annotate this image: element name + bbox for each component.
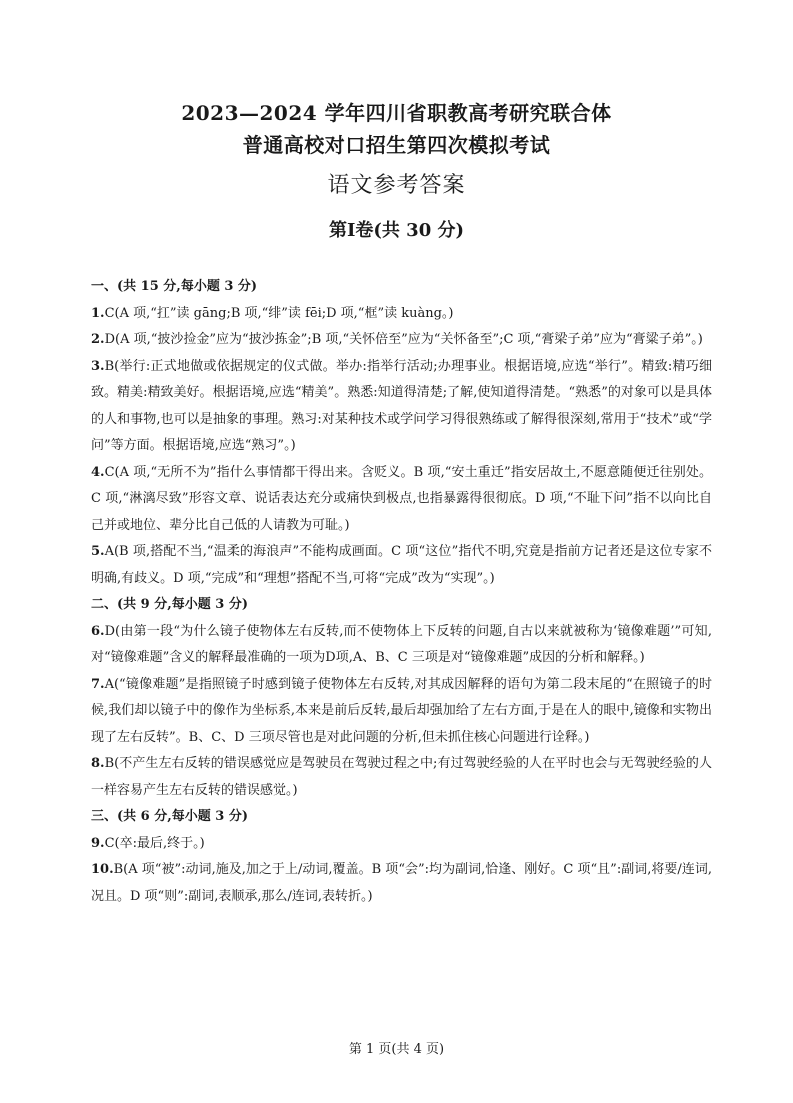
answer-item-5 bbox=[91, 539, 712, 592]
answer-item-9 bbox=[91, 831, 712, 858]
item-number: 2. bbox=[91, 332, 105, 347]
item-text: C(A 项,“扛”读 gāng;B 项,“绯”读 fēi;D 项,“框”读 kuàng。) bbox=[104, 305, 454, 321]
item-number: 10. bbox=[91, 862, 114, 877]
answer-item-2 bbox=[91, 327, 712, 354]
answer-item-1 bbox=[91, 301, 712, 328]
item-text: A(B 项,搭配不当,“温柔的海浪声”不能构成画面。C 项“这位”指代不明,究竟是指前方记者还是这位专家不明确,有歧义。D 项,“完成”和“理想”搭配不当,可将“完成”改为“实现”。) bbox=[91, 544, 712, 586]
answer-item-10 bbox=[91, 857, 712, 910]
item-number: 4. bbox=[91, 464, 105, 480]
item-number: 7. bbox=[91, 676, 105, 692]
item-text: B(不产生左右反转的错误感觉应是驾驶员在驾驶过程之中;有过驾驶经验的人在平时也会与无驾驶经验的人一样容易产生左右反转的错误感觉。) bbox=[91, 756, 712, 798]
item-text: C(A 项,“无所不为”指什么事情都干得出来。含贬义。B 项,“安土重迁”指安居故土,不愿意随便迁往别处。C 项,“淋漓尽致”形容文章、说话表达充分或痛快到极点,也指暴露得很彻底。D 项,“不耻下问”指不以向比自己并或地位、辈分比自己低的人请教为可耻。) bbox=[91, 464, 712, 533]
item-text: D(由第一段“为什么镜子使物体左右反转,而不使物体上下反转的问题,自古以来就被称为‘镜像难题’”可知,对“镜像难题”含义的解释最准确的一项为D项,A、B、C 三项是对“镜像难题”成因的分析和解释。) bbox=[91, 623, 712, 665]
exam-title-line2: 普通高校对口招生第四次模拟考试 bbox=[242, 133, 551, 157]
section-heading-1: 一、(共 15 分,每小题 3 分) bbox=[91, 279, 258, 294]
item-text: D(A 项,“披沙捡金”应为“披沙拣金”;B 项,“关怀倍至”应为“关怀备至”;C 项,“膏梁子弟”应为“膏粱子弟”。) bbox=[104, 332, 703, 347]
item-number: 9. bbox=[91, 835, 105, 851]
section-heading-2: 二、(共 9 分,每小题 3 分) bbox=[91, 597, 249, 612]
item-number: 6. bbox=[91, 623, 105, 639]
subject-title: 语文参考答案 bbox=[327, 173, 466, 198]
section-heading-3: 三、(共 6 分,每小题 3 分) bbox=[91, 809, 249, 824]
item-text: B(举行:正式地做或依据规定的仪式做。举办:指举行活动;办理事业。根据语境,应选“举行”。精致:精巧细致。精美:精致美好。根据语境,应选“精美”。熟悉:知道得清楚;了解,使知道得清楚。“熟悉”的对象可以是具体的人和事物,也可以是抽象的事理。熟习:对某种技术或学问学习得很熟练或了解得很深刻,常用于“技术”或“学问”等方面。根据语境,应选“熟习”。) bbox=[91, 358, 712, 453]
answer-item-6 bbox=[91, 619, 712, 672]
answer-item-7 bbox=[91, 672, 712, 752]
answer-item-8 bbox=[91, 751, 712, 804]
answer-item-3 bbox=[91, 354, 712, 460]
item-text: C(卒:最后,终于。) bbox=[104, 835, 205, 851]
answer-item-4 bbox=[91, 460, 712, 540]
item-number: 5. bbox=[91, 544, 105, 559]
answer-content bbox=[91, 274, 712, 910]
document-header bbox=[0, 97, 793, 245]
item-number: 1. bbox=[91, 305, 105, 321]
item-text: A(“镜像难题”是指照镜子时感到镜子使物体左右反转,对其成因解释的语句为第二段末尾的“在照镜子的时候,我们却以镜子中的像作为坐标系,本来是前后反转,最后却强加给了左右方面,于是在人的眼中,镜像和实物出现了左右反转”。B、C、D 三项尽管也是对此问题的分析,但未抓住核心问题进行诠释。) bbox=[91, 676, 712, 745]
part-title: 第Ⅰ卷(共 30 分) bbox=[328, 220, 465, 241]
page-footer: 第 1 页(共 4 页) bbox=[348, 1042, 445, 1057]
exam-title-line1: 2023—2024 学年四川省职教高考研究联合体 bbox=[181, 101, 612, 125]
item-number: 3. bbox=[91, 358, 105, 374]
item-number: 8. bbox=[91, 756, 105, 771]
item-text: B(A 项“被”:动词,施及,加之于上/动词,覆盖。B 项“会”:均为副词,恰逢、刚好。C 项“且”:副词,将要/连词,况且。D 项“则”:副词,表顺承,那么/连词,表转折。) bbox=[91, 862, 712, 904]
